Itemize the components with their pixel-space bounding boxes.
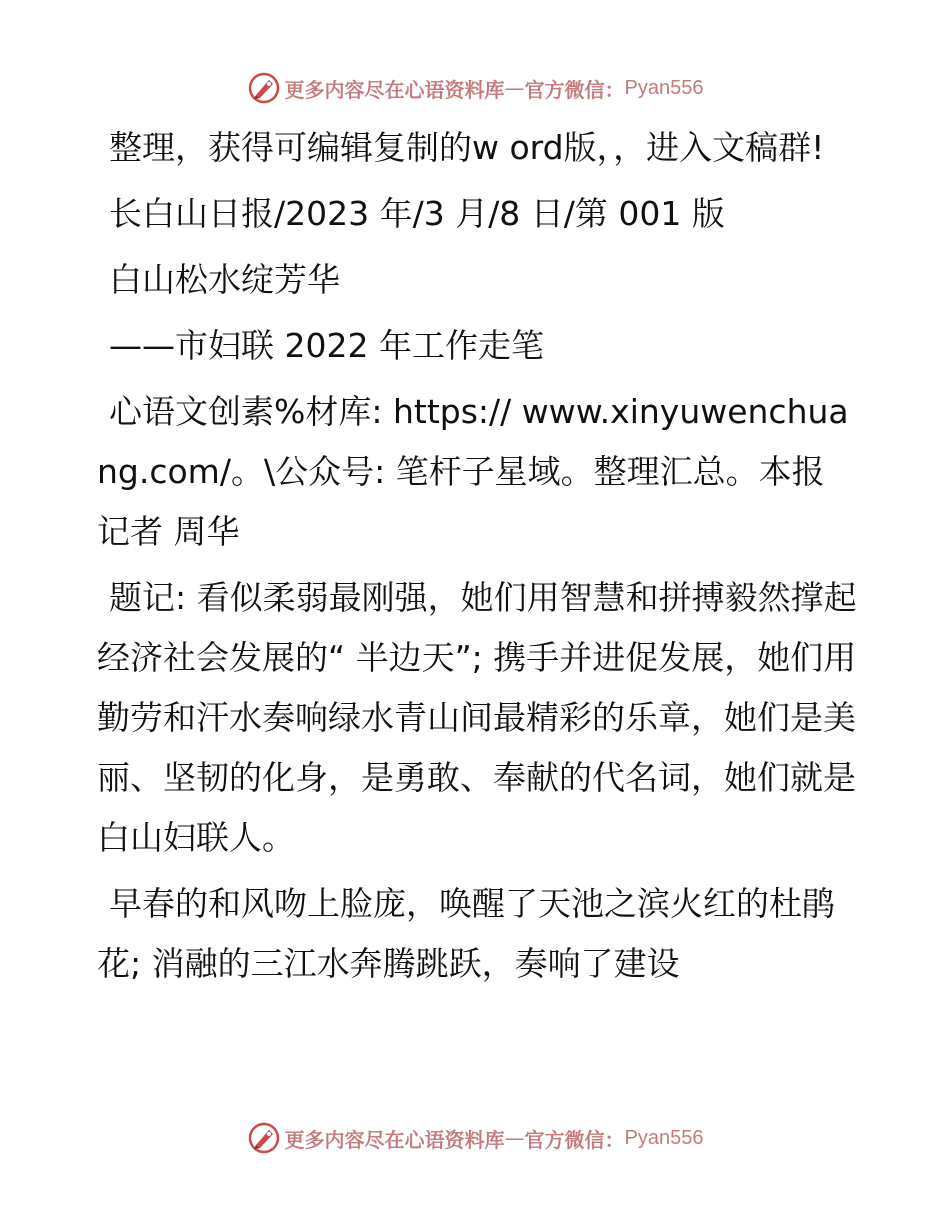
banner-wechat-label: 官方微信： — [524, 1127, 625, 1152]
banner-wechat-label: 官方微信： — [524, 77, 625, 102]
banner-wechat-account: Pyan556 — [624, 1126, 704, 1149]
article-title — [97, 250, 857, 310]
paragraph-source — [97, 184, 857, 244]
document-body — [97, 118, 857, 1000]
banner-dash: — — [504, 76, 525, 100]
paragraph-text: 白山松水绽芳华 — [109, 260, 340, 299]
article-subtitle — [97, 316, 857, 376]
footer-watermark-banner — [0, 1120, 950, 1156]
paragraph-intro — [97, 118, 857, 178]
banner-text: 更多内容尽在心语资料库 — [284, 77, 505, 102]
banner-wechat-account: Pyan556 — [624, 76, 704, 99]
banner-text: 更多内容尽在心语资料库 — [284, 1127, 505, 1152]
paragraph-credits — [97, 382, 857, 562]
paragraph-text: 早春的和风吻上脸庞，唤醒了天池之滨火红的杜鹃花; 消融的三江水奔腾跳跃，奏响了建设 — [97, 884, 835, 983]
paragraph-text: 整理，获得可编辑复制的w ord版，，进入文稿群! — [109, 128, 825, 167]
paragraph-text: 题记: 看似柔弱最刚强，她们用智慧和拼搏毅然撑起经济社会发展的“ 半边天”; 携手并进促发展，她们用勤劳和汗水奏响绿水青山间最精彩的乐章，她们是美丽、坚韧的化身，是勇敢、奉献的代名词，她们就是白山妇联人。 — [97, 578, 857, 857]
pen-nib-logo-icon — [247, 1121, 281, 1155]
header-watermark-banner — [0, 70, 950, 106]
paragraph-epigraph — [97, 568, 857, 868]
paragraph-text: 心语文创素%材库: https:// www.xinyuwenchuang.com/。\公众号: 笔杆子星域。整理汇总。本报记者 周华 — [97, 392, 849, 551]
paragraph-text: ——市妇联 2022 年工作走笔 — [109, 326, 544, 365]
banner-dash: — — [504, 1126, 525, 1150]
paragraph-body — [97, 874, 857, 994]
paragraph-text: 长白山日报/2023 年/3 月/8 日/第 001 版 — [109, 194, 725, 233]
pen-nib-logo-icon — [247, 71, 281, 105]
